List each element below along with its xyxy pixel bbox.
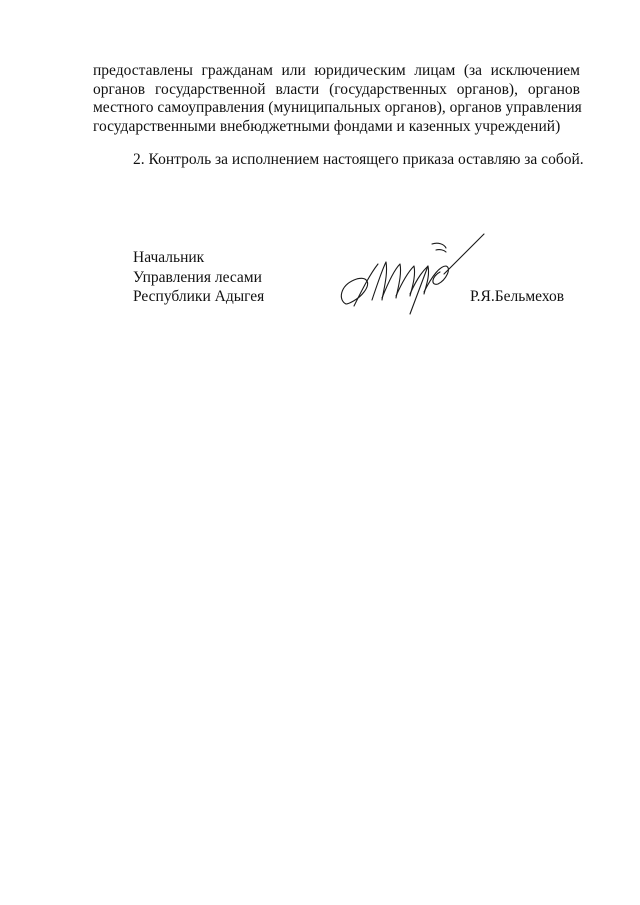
paragraph-line: органов государственной власти (государственных органов), органов [93, 80, 580, 98]
position-title: Начальник [133, 249, 205, 266]
paragraph-line: государственными внебюджетными фондами и казенных учреждений) [93, 117, 561, 135]
paragraph-continuation [93, 62, 580, 136]
signer-name: Р.Я.Бельмехов [470, 288, 565, 305]
signer-position [133, 248, 264, 307]
paragraph-line: предоставлены гражданам или юридическим лицам (за исключением [93, 62, 580, 79]
handwritten-signature [332, 230, 492, 318]
paragraph-line: местного самоуправления (муниципальных органов), органов управления [93, 99, 582, 116]
position-department: Управления лесами [133, 268, 262, 286]
position-region: Республики Адыгея [133, 288, 265, 305]
paragraph-control-clause: 2. Контроль за исполнением настоящего приказа оставляю за собой. [133, 151, 584, 168]
